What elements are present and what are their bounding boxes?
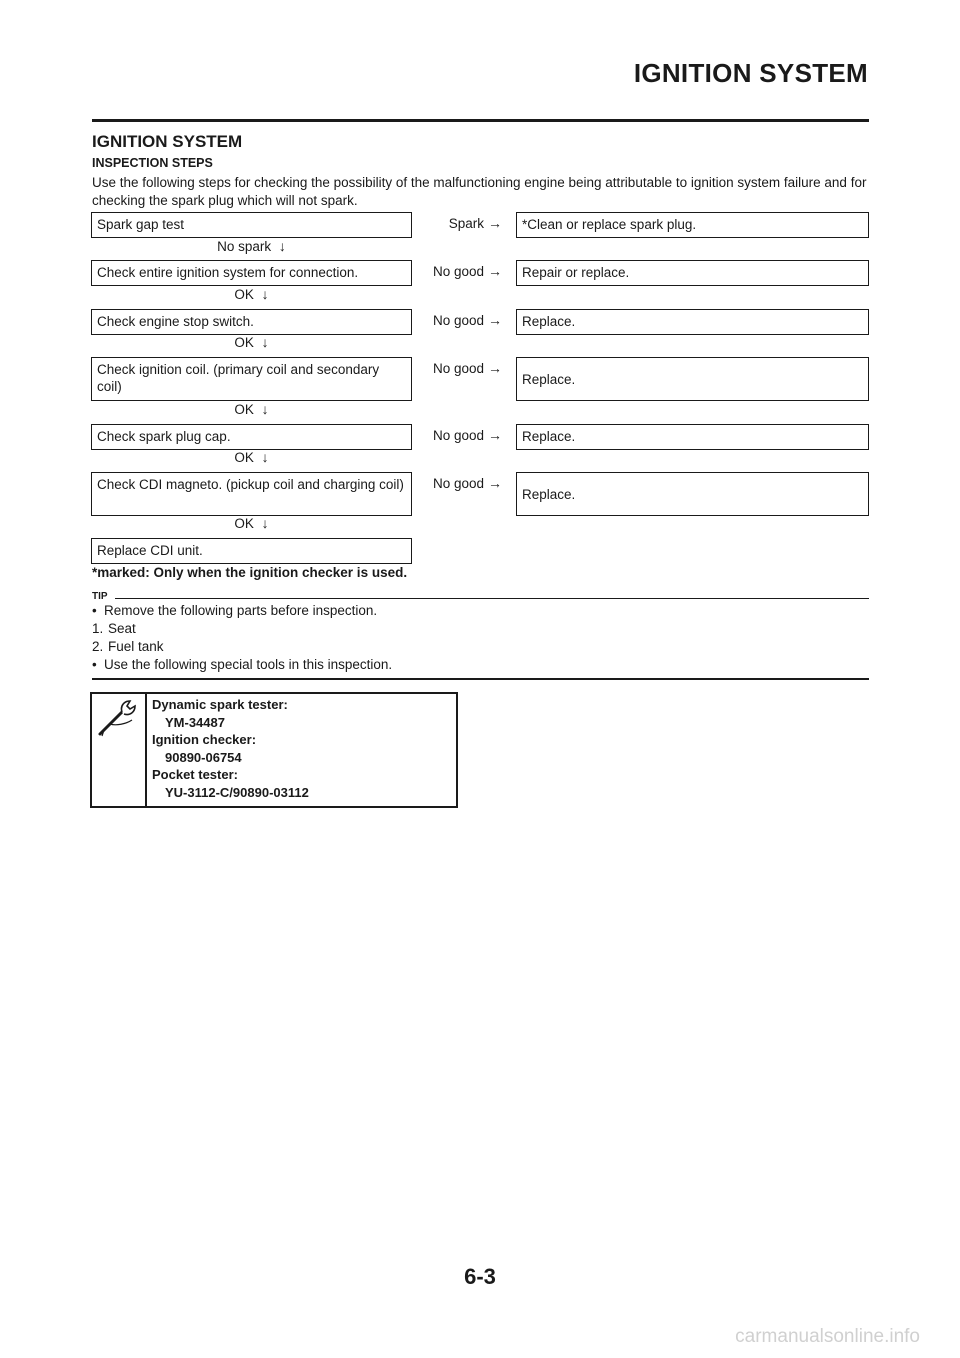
watermark: carmanualsonline.info [735, 1326, 920, 1347]
flow-next [91, 449, 412, 465]
flow-next-label: OK [234, 516, 254, 531]
flow-check-box: Check ignition coil. (primary coil and secondary coil) [91, 357, 412, 401]
flow-action-box: Replace. [516, 357, 869, 401]
flow-check-box: Check engine stop switch. [91, 309, 412, 335]
arrow-right-icon: → [488, 215, 502, 231]
flow-condition-label: No good [432, 428, 484, 443]
tip-item-marker: 2. [92, 639, 104, 654]
tip-label: TIP [92, 591, 108, 602]
special-tools-list [152, 696, 309, 802]
arrow-right-icon: → [488, 475, 502, 491]
tool-part-number: YU-3112-C/90890-03112 [165, 784, 309, 800]
tip-item [92, 657, 392, 672]
tip-item [92, 603, 377, 618]
tip-item [92, 621, 136, 636]
flow-next [91, 334, 412, 350]
flow-condition-label: No good [432, 264, 484, 279]
section-title: IGNITION SYSTEM [92, 132, 243, 151]
flow-next-label: OK [234, 450, 254, 465]
flow-check-box: Spark gap test [91, 212, 412, 238]
section-subtitle: INSPECTION STEPS [92, 156, 213, 170]
tip-end-rule [92, 678, 869, 680]
flow-next [91, 401, 412, 417]
flow-next-label: OK [234, 402, 254, 417]
flow-check-box: Check CDI magneto. (pickup coil and charging coil) [91, 472, 412, 516]
flow-action-box: *Clean or replace spark plug. [516, 212, 869, 238]
flow-final-box: Replace CDI unit. [91, 538, 412, 564]
tip-item-text: Fuel tank [108, 639, 164, 654]
arrow-down-icon: ↓ [261, 401, 269, 417]
flow-next-label: No spark [217, 239, 272, 254]
flow-condition-label: No good [432, 361, 484, 376]
flow-next [91, 286, 412, 302]
arrow-right-icon: → [488, 312, 502, 328]
flow-condition-label: Spark [448, 216, 484, 231]
tool-part-number: 90890-06754 [165, 749, 242, 765]
flow-condition [392, 360, 502, 376]
flow-condition [392, 475, 502, 491]
tip-item-marker: • [92, 657, 97, 672]
flow-check-box: Check entire ignition system for connection. [91, 260, 412, 286]
tool-name: Dynamic spark tester: [152, 697, 288, 712]
flow-action-box: Repair or replace. [516, 260, 869, 286]
flow-next [91, 238, 412, 254]
flow-check-box: Check spark plug cap. [91, 424, 412, 450]
flow-action-box: Replace. [516, 424, 869, 450]
tip-item-marker: 1. [92, 621, 104, 636]
tool-part-number: YM-34487 [165, 714, 225, 730]
flow-action-box: Replace. [516, 309, 869, 335]
flow-action-box: Replace. [516, 472, 869, 516]
flow-condition-label: No good [432, 313, 484, 328]
arrow-down-icon: ↓ [261, 286, 269, 302]
header-rule [92, 119, 869, 122]
arrow-down-icon: ↓ [261, 515, 269, 531]
flow-next [91, 515, 412, 531]
arrow-right-icon: → [488, 263, 502, 279]
tip-item-text: Use the following special tools in this inspection. [104, 657, 393, 672]
flow-condition [392, 215, 502, 231]
wrench-icon [96, 698, 142, 738]
flow-condition [392, 427, 502, 443]
tool-name: Ignition checker: [152, 732, 257, 748]
tool-name: Pocket tester: [152, 767, 238, 783]
flow-condition-label: No good [432, 476, 484, 491]
page-header-title: IGNITION SYSTEM [633, 58, 868, 88]
tip-item [92, 639, 164, 654]
flow-next-label: OK [234, 335, 254, 350]
tip-item-marker: • [92, 603, 97, 618]
tip-item-text: Seat [108, 621, 136, 636]
flow-next-label: OK [234, 287, 254, 302]
tip-rule [115, 598, 869, 599]
arrow-right-icon: → [488, 360, 502, 376]
flow-condition [392, 263, 502, 279]
flow-condition [392, 312, 502, 328]
marked-note: *marked: Only when the ignition checker is used. [92, 565, 408, 580]
arrow-right-icon: → [488, 427, 502, 443]
page-number: 6-3 [464, 1264, 496, 1289]
tip-item-text: Remove the following parts before inspection. [104, 603, 378, 618]
arrow-down-icon: ↓ [278, 238, 286, 254]
arrow-down-icon: ↓ [261, 449, 269, 465]
special-tools-divider [145, 692, 147, 808]
arrow-down-icon: ↓ [261, 334, 269, 350]
intro-paragraph: Use the following steps for checking the possibility of the malfunctioning engine being attributable to ignition system failure and for checking the spark plug which will not spark. [92, 175, 867, 208]
